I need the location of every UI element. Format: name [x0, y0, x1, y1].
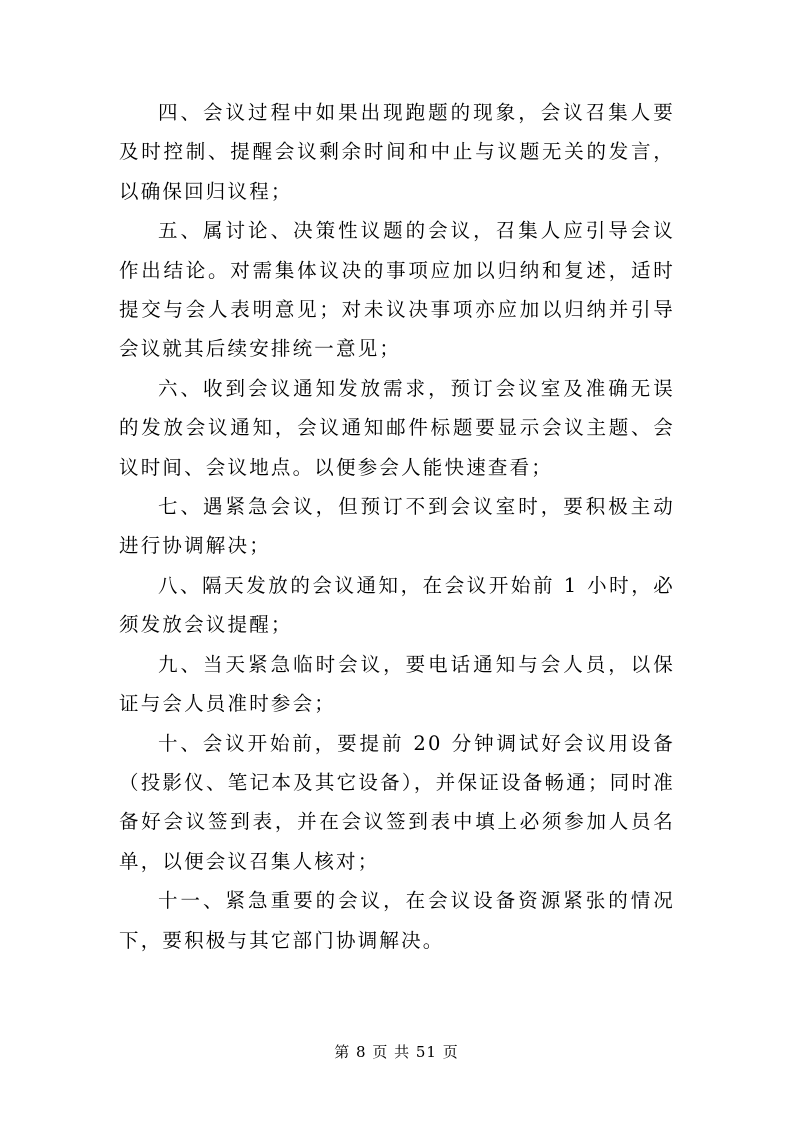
paragraph-item-5: 五、属讨论、决策性议题的会议，召集人应引导会议作出结论。对需集体议决的事项应加以归纳和复述，适时提交与会人表明意见；对未议决事项亦应加以归纳并引导会议就其后续安排统一意见； — [119, 219, 675, 361]
paragraph-item-9: 九、当天紧急临时会议，要电话通知与会人员，以保证与会人员准时参会； — [119, 652, 675, 716]
paragraph-item-4: 四、会议过程中如果出现跑题的现象，会议召集人要及时控制、提醒会议剩余时间和中止与议题无关的发言，以确保回归议程； — [119, 101, 675, 203]
page-footer — [0, 1042, 793, 1062]
document-body — [119, 93, 675, 960]
paragraph-item-10: 十、会议开始前，要提前 20 分钟调试好会议用设备（投影仪、笔记本及其它设备），并保证设备畅通；同时准备好会议签到表，并在会议签到表中填上必须参加人员名单，以便会议召集人核对； — [119, 731, 675, 873]
paragraph-item-8: 八、隔天发放的会议通知，在会议开始前 1 小时，必须发放会议提醒； — [119, 573, 675, 637]
paragraph-item-11: 十一、紧急重要的会议，在会议设备资源紧张的情况下，要积极与其它部门协调解决。 — [119, 889, 675, 952]
paragraph-item-6: 六、收到会议通知发放需求，预订会议室及准确无误的发放会议通知，会议通知邮件标题要显示会议主题、会议时间、会议地点。以便参会人能快速查看； — [119, 376, 675, 479]
paragraph-item-7: 七、遇紧急会议，但预订不到会议室时，要积极主动进行协调解决； — [119, 495, 675, 558]
page-number-label: 第 8 页 共 51 页 — [334, 1043, 459, 1061]
